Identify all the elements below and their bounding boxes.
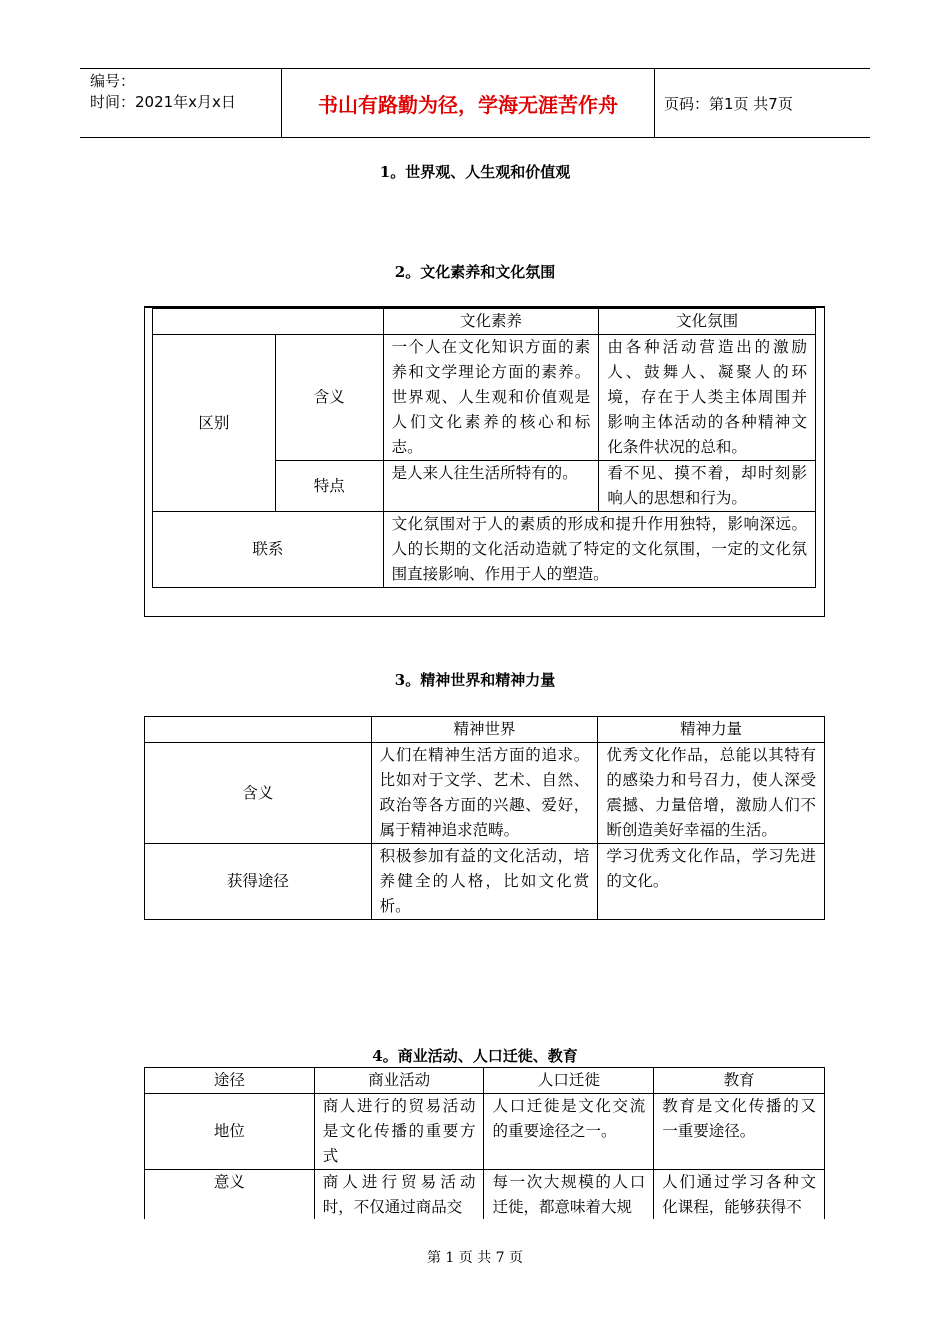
propagation-paths-table	[144, 1067, 825, 1219]
section-title-4: 4。商业活动、人口迁徙、教育	[372, 1047, 578, 1065]
spiritual-world-table	[144, 716, 825, 920]
column-header: 途径	[145, 1068, 315, 1094]
table-cell: 优秀文化作品，总能以其特有的感染力和号召力，使人深受震撼、力量倍增，激励人们不断创造美好幸福的生活。	[598, 743, 825, 844]
column-header: 商业活动	[314, 1068, 484, 1094]
culture-literacy-table	[152, 308, 816, 588]
table-corner-cell	[153, 309, 384, 335]
table-cell: 人们通过学习各种文化课程，能够获得不	[654, 1170, 825, 1220]
header-page-info: 页码：第1页 共7页	[664, 94, 793, 113]
section-title-1: 1。世界观、人生观和价值观	[379, 163, 571, 181]
row-label: 特点	[275, 461, 383, 512]
column-header: 教育	[654, 1068, 825, 1094]
column-header: 文化素养	[383, 309, 599, 335]
column-header: 文化氛围	[599, 309, 816, 335]
table-cell: 由各种活动营造出的激励人、鼓舞人、凝聚人的环境，存在于人类主体周围并影响主体活动的各种精神文化条件状况的总和。	[599, 335, 816, 461]
table-row	[145, 743, 825, 844]
table-cell: 是人来人往生活所特有的。	[383, 461, 599, 512]
row-group-label: 区别	[153, 335, 276, 512]
table-cell: 人口迁徙是文化交流的重要途径之一。	[484, 1094, 654, 1170]
table-row	[145, 1170, 825, 1220]
table-row	[145, 1094, 825, 1170]
table-cell: 商人进行的贸易活动是文化传播的重要方式	[314, 1094, 484, 1170]
column-header: 精神世界	[371, 717, 598, 743]
table-row	[153, 512, 816, 588]
page-header	[80, 68, 870, 138]
column-header: 人口迁徙	[484, 1068, 654, 1094]
row-label: 意义	[145, 1170, 315, 1220]
table-cell: 人们在精神生活方面的追求。比如对于文学、艺术、自然、政治等各方面的兴趣、爱好，属于精神追求范畴。	[371, 743, 598, 844]
table-row	[153, 335, 816, 461]
table-corner-cell	[145, 717, 372, 743]
table-cell: 积极参加有益的文化活动，培养健全的人格，比如文化赏析。	[371, 844, 598, 920]
header-slogan: 书山有路勤为径，学海无涯苦作舟	[318, 92, 618, 117]
table-cell: 学习优秀文化作品，学习先进的文化。	[598, 844, 825, 920]
column-header: 精神力量	[598, 717, 825, 743]
row-label: 获得途径	[145, 844, 372, 920]
row-label: 含义	[145, 743, 372, 844]
page-footer: 第 1 页 共 7 页	[426, 1250, 524, 1266]
table-clip	[144, 1067, 826, 1219]
table-row	[145, 1068, 825, 1094]
header-divider	[654, 69, 655, 137]
table-cell: 商人进行贸易活动时，不仅通过商品交	[314, 1170, 484, 1220]
row-label: 地位	[145, 1094, 315, 1170]
row-label: 含义	[275, 335, 383, 461]
table-cell: 每一次大规模的人口迁徙，都意味着大规	[484, 1170, 654, 1220]
section-title-3: 3。精神世界和精神力量	[394, 671, 556, 689]
table-cell: 文化氛围对于人的素质的形成和提升作用独特，影响深远。人的长期的文化活动造就了特定的文化氛围，一定的文化氛围直接影响、作用于人的塑造。	[383, 512, 815, 588]
number-label: 编号：	[90, 72, 136, 90]
row-label: 联系	[153, 512, 384, 588]
table-cell: 教育是文化传播的又一重要途径。	[654, 1094, 825, 1170]
table-cell: 一个人在文化知识方面的素养和文学理论方面的素养。世界观、人生观和价值观是人们文化素养的核心和标志。	[383, 335, 599, 461]
table-row	[145, 717, 825, 743]
table-row	[145, 844, 825, 920]
time-label: 时间：2021年x月x日	[90, 93, 236, 111]
table-cell: 看不见、摸不着，却时刻影响人的思想和行为。	[599, 461, 816, 512]
section-title-2: 2。文化素养和文化氛围	[394, 263, 556, 281]
header-left	[90, 71, 236, 113]
table-row	[153, 309, 816, 335]
